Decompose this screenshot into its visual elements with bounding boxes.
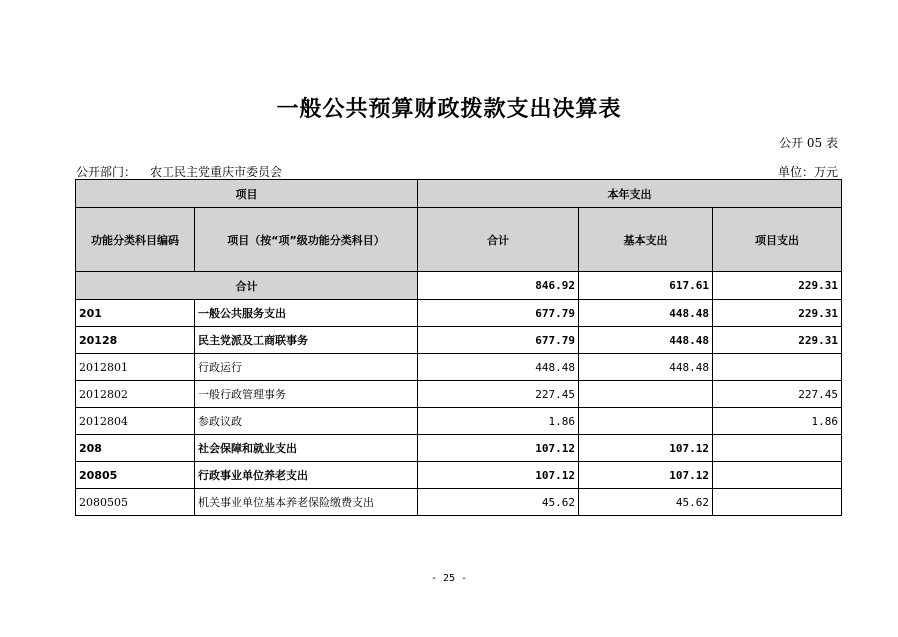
- row-basic: 448.48: [579, 327, 713, 354]
- row-name: 一般公共服务支出: [195, 300, 418, 327]
- unit-label: 单位：万元: [777, 165, 838, 179]
- row-basic: [579, 408, 713, 435]
- row-total: 45.62: [418, 489, 579, 516]
- department-label: 公开部门：: [76, 165, 137, 179]
- row-name: 民主党派及工商联事务: [195, 327, 418, 354]
- row-basic: 448.48: [579, 300, 713, 327]
- row-name: 参政议政: [195, 408, 418, 435]
- header-row-1: [76, 180, 842, 208]
- row-basic: [579, 381, 713, 408]
- total-amount: 846.92: [418, 272, 579, 300]
- header-row-2: [76, 208, 842, 272]
- row-project: 229.31: [713, 300, 842, 327]
- total-project: 229.31: [713, 272, 842, 300]
- form-number: 公开 05 表: [779, 136, 838, 150]
- department-line: [76, 163, 282, 180]
- row-basic: 448.48: [579, 354, 713, 381]
- row-code: 2080505: [76, 489, 195, 516]
- row-project: [713, 462, 842, 489]
- row-total: 1.86: [418, 408, 579, 435]
- row-code: 2012801: [76, 354, 195, 381]
- row-name: 社会保障和就业支出: [195, 435, 418, 462]
- table-row: [76, 462, 842, 489]
- header-name: 项目（按“项”级功能分类科目）: [195, 208, 418, 272]
- table-row: [76, 381, 842, 408]
- page-number: - 25 -: [430, 573, 468, 584]
- total-row: [76, 272, 842, 300]
- row-code: 2012804: [76, 408, 195, 435]
- row-name: 一般行政管理事务: [195, 381, 418, 408]
- row-code: 201: [76, 300, 195, 327]
- total-label: 合计: [76, 272, 418, 300]
- header-project-expense: 项目支出: [713, 208, 842, 272]
- row-project: [713, 354, 842, 381]
- row-project: [713, 435, 842, 462]
- header-code: 功能分类科目编码: [76, 208, 195, 272]
- row-project: 229.31: [713, 327, 842, 354]
- row-total: 448.48: [418, 354, 579, 381]
- row-total: 107.12: [418, 435, 579, 462]
- page-title: 一般公共预算财政拨款支出决算表: [276, 97, 622, 122]
- row-code: 208: [76, 435, 195, 462]
- row-total: 227.45: [418, 381, 579, 408]
- row-project: 1.86: [713, 408, 842, 435]
- row-name: 行政运行: [195, 354, 418, 381]
- header-project: 项目: [76, 180, 418, 208]
- row-code: 2012802: [76, 381, 195, 408]
- table-row: [76, 408, 842, 435]
- row-name: 机关事业单位基本养老保险缴费支出: [195, 489, 418, 516]
- row-total: 677.79: [418, 327, 579, 354]
- row-code: 20805: [76, 462, 195, 489]
- total-basic: 617.61: [579, 272, 713, 300]
- row-basic: 107.12: [579, 435, 713, 462]
- table-row: [76, 300, 842, 327]
- row-basic: 45.62: [579, 489, 713, 516]
- header-total: 合计: [418, 208, 579, 272]
- budget-table: [75, 179, 842, 516]
- table-row: [76, 435, 842, 462]
- header-current-year: 本年支出: [418, 180, 842, 208]
- row-basic: 107.12: [579, 462, 713, 489]
- row-code: 20128: [76, 327, 195, 354]
- department-name: 农工民主党重庆市委员会: [150, 165, 283, 179]
- row-project: [713, 489, 842, 516]
- row-total: 107.12: [418, 462, 579, 489]
- table-row: [76, 327, 842, 354]
- row-name: 行政事业单位养老支出: [195, 462, 418, 489]
- row-total: 677.79: [418, 300, 579, 327]
- row-project: 227.45: [713, 381, 842, 408]
- header-basic: 基本支出: [579, 208, 713, 272]
- table-row: [76, 354, 842, 381]
- table-row: [76, 489, 842, 516]
